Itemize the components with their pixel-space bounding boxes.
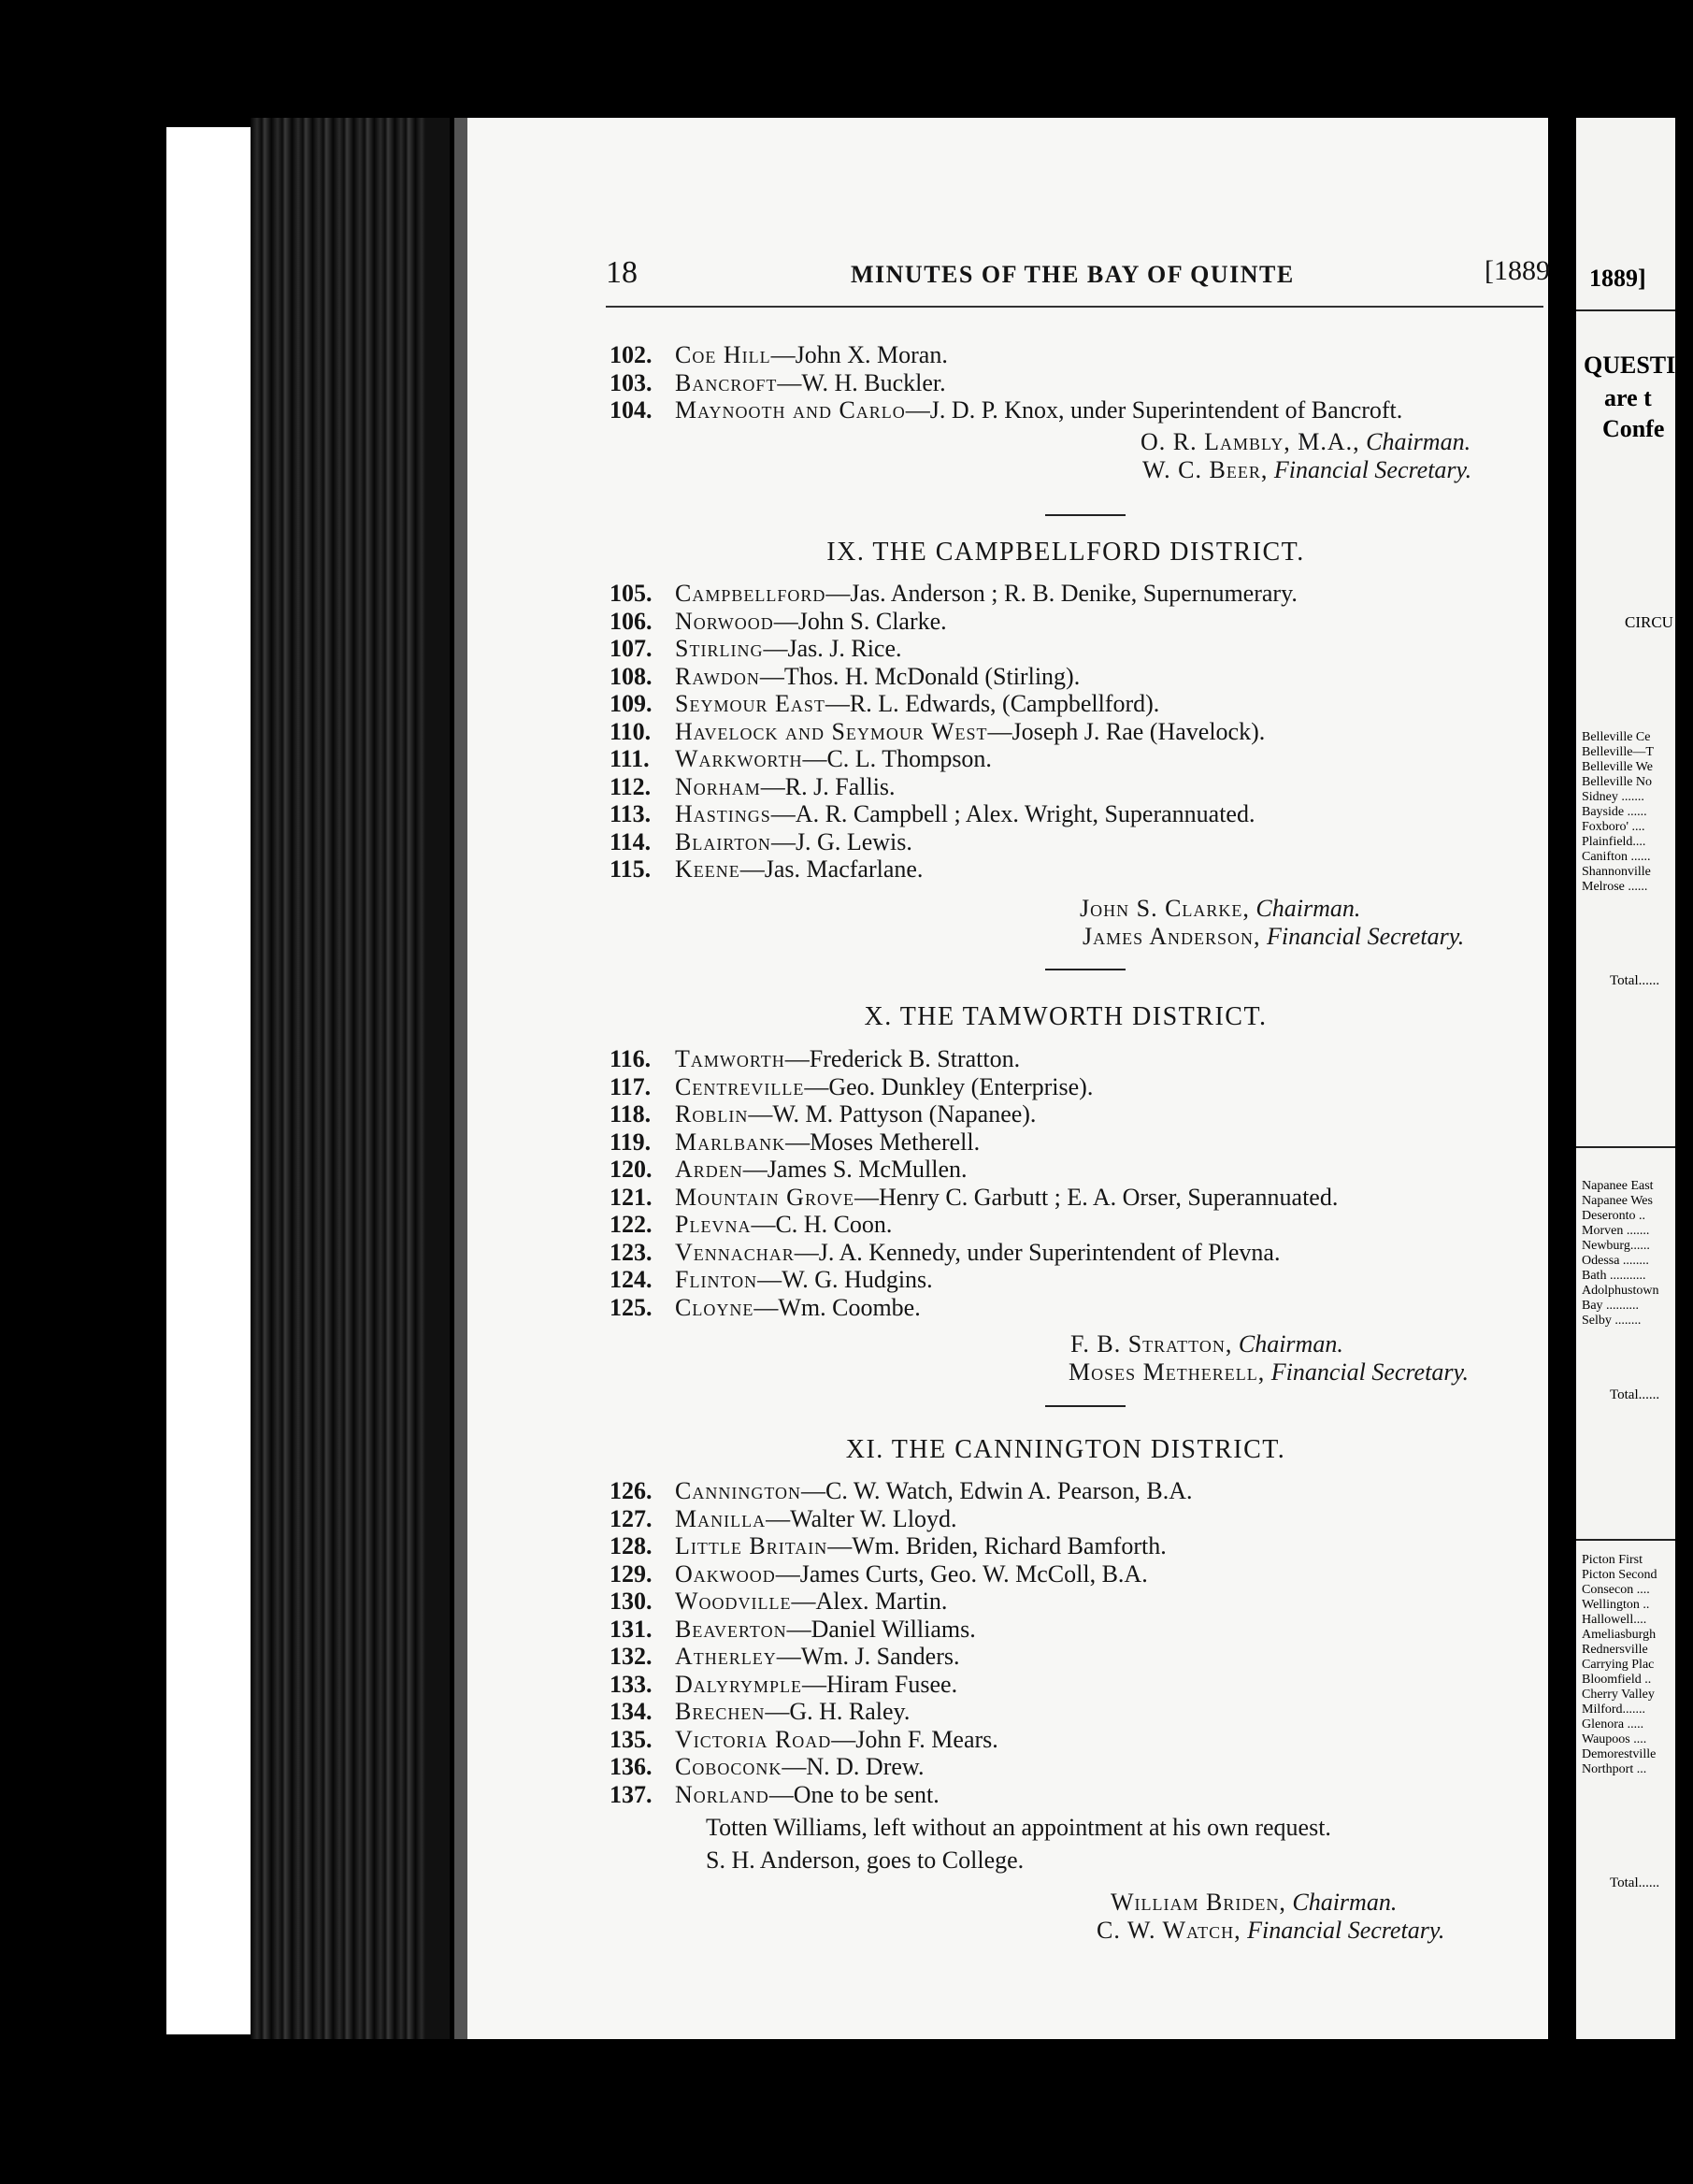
list-item: 131. Beaverton—Daniel Williams.	[610, 1615, 976, 1643]
list-item: 107. Stirling—Jas. J. Rice.	[610, 635, 902, 662]
secretary-line: C. W. Watch, Financial Secretary.	[1097, 1917, 1445, 1944]
list-item: 129. Oakwood—James Curts, Geo. W. McColl, B.A.	[610, 1559, 1148, 1588]
list-item: 136. Coboconk—N. D. Drew.	[610, 1753, 925, 1780]
note-line: Totten Williams, left without an appointment at his own request.	[706, 1814, 1331, 1841]
section-separator	[1045, 1405, 1126, 1407]
chairman-line: F. B. Stratton, Chairman.	[1070, 1330, 1343, 1358]
list-item: 118. Roblin—W. M. Pattyson (Napanee).	[610, 1100, 1037, 1128]
right-page-rule	[1576, 309, 1675, 311]
right-page-list: Belleville Ce Belleville—T Belleville We Belleville No Sidney ....... Bayside ...... Foxboro' .... Plainfield.... Canifton ...... Shannonville Melrose ......	[1582, 730, 1654, 894]
entries-top	[610, 341, 1554, 424]
list-item: 112. Norham—R. J. Fallis.	[610, 772, 896, 800]
list-item: 125. Cloyne—Wm. Coombe.	[610, 1293, 921, 1321]
list-item: 123. Vennachar—J. A. Kennedy, under Superintendent of Plevna.	[610, 1238, 1281, 1266]
list-item: 110. Havelock and Seymour West—Joseph J. Rae (Havelock).	[610, 717, 1266, 745]
list-item: 119. Marlbank—Moses Metherell.	[610, 1128, 981, 1156]
district-heading: IX. THE CAMPBELLFORD DISTRICT.	[826, 538, 1305, 567]
secretary-line: W. C. Beer, Financial Secretary.	[1142, 456, 1472, 483]
list-item: 126. Cannington—C. W. Watch, Edwin A. Pearson, B.A.	[610, 1477, 1193, 1504]
list-item: 103. Bancroft—W. H. Buckler.	[610, 368, 946, 396]
district-heading: X. THE TAMWORTH DISTRICT.	[864, 1002, 1268, 1031]
entries-tamworth	[610, 1045, 1554, 1321]
note-line: S. H. Anderson, goes to College.	[706, 1846, 1025, 1874]
list-item: 108. Rawdon—Thos. H. McDonald (Stirling).	[610, 662, 1081, 690]
list-item: 124. Flinton—W. G. Hudgins.	[610, 1266, 933, 1293]
right-page-year: 1889]	[1589, 265, 1646, 292]
list-item: 130. Woodville—Alex. Martin.	[610, 1588, 948, 1615]
running-title: MINUTES OF THE BAY OF QUINTE	[851, 261, 1295, 288]
list-item: 113. Hastings—A. R. Campbell ; Alex. Wright, Superannuated.	[610, 800, 1255, 827]
right-page-subheading: CIRCU	[1625, 613, 1673, 631]
chairman-line: William Briden, Chairman.	[1111, 1889, 1398, 1916]
list-item: 121. Mountain Grove—Henry C. Garbutt ; E. A. Orser, Superannuated.	[610, 1183, 1339, 1211]
list-item: 116. Tamworth—Frederick B. Stratton.	[610, 1045, 1021, 1072]
list-item: 109. Seymour East—R. L. Edwards, (Campbellford).	[610, 690, 1160, 717]
header-rule	[606, 306, 1543, 308]
right-page-rule	[1576, 1539, 1675, 1541]
list-item: 133. Dalyrymple—Hiram Fusee.	[610, 1670, 958, 1698]
list-item: 134. Brechen—G. H. Raley.	[610, 1698, 911, 1725]
chairman-line: O. R. Lambly, M.A., Chairman.	[1141, 428, 1471, 455]
list-item: 122. Plevna—C. H. Coon.	[610, 1211, 893, 1238]
right-page-total: Total......	[1610, 1875, 1660, 1890]
list-item: 114. Blairton—J. G. Lewis.	[610, 827, 912, 855]
list-item: 135. Victoria Road—John F. Mears.	[610, 1725, 998, 1753]
list-item: 117. Centreville—Geo. Dunkley (Enterprise).	[610, 1072, 1094, 1100]
list-item: 105. Campbellford—Jas. Anderson ; R. B. Denike, Supernumerary.	[610, 580, 1298, 607]
page-header	[606, 255, 1550, 293]
list-item: 132. Atherley—Wm. J. Sanders.	[610, 1643, 960, 1670]
list-item: 115. Keene—Jas. Macfarlane.	[610, 855, 924, 883]
page-fold-shadow	[454, 118, 467, 2039]
list-item: 106. Norwood—John S. Clarke.	[610, 607, 947, 635]
right-page-list: Picton First Picton Second Consecon .... Wellington .. Hallowell.... Ameliasburgh Rednersville Carrying Plac Bloomfield .. Cherry Valley Milford....... Glenora ..... Waupoos .... Demorestville Northport ...	[1582, 1553, 1657, 1776]
list-item: 120. Arden—James S. McMullen.	[610, 1156, 968, 1183]
secretary-line: James Anderson, Financial Secretary.	[1083, 923, 1465, 950]
page-number: 18	[606, 255, 638, 290]
section-separator	[1045, 969, 1126, 970]
right-page-total: Total......	[1610, 973, 1660, 988]
book-page-stack	[251, 118, 447, 2039]
right-page-heading: Confe	[1602, 415, 1665, 442]
list-item: 111. Warkworth—C. L. Thompson.	[610, 745, 992, 772]
section-separator	[1045, 514, 1126, 516]
spine-shadow	[425, 118, 450, 2039]
right-page-total: Total......	[1610, 1387, 1660, 1402]
list-item: 128. Little Britain—Wm. Briden, Richard Bamforth.	[610, 1532, 1167, 1559]
list-item: 102. Coe Hill—John X. Moran.	[610, 341, 948, 368]
list-item: 104. Maynooth and Carlo—J. D. P. Knox, under Superintendent of Bancroft.	[610, 396, 1403, 424]
entries-cannington	[610, 1477, 1554, 1808]
entries-campbellford	[610, 580, 1554, 884]
district-heading: XI. THE CANNINGTON DISTRICT.	[845, 1435, 1286, 1464]
right-page-heading: are t	[1604, 384, 1652, 411]
right-page-rule	[1576, 1146, 1675, 1148]
header-year: [1889	[1485, 255, 1550, 286]
chairman-line: John S. Clarke, Chairman.	[1080, 895, 1361, 922]
right-page-heading: QUESTIC	[1584, 352, 1693, 379]
right-page-list: Napanee East Napanee Wes Deseronto .. Morven ....... Newburg...... Odessa ........ Bath ........... Adolphustown Bay .......... Selby ........	[1582, 1179, 1659, 1328]
list-item: 127. Manilla—Walter W. Lloyd.	[610, 1504, 957, 1532]
right-page	[1576, 118, 1693, 2039]
secretary-line: Moses Metherell, Financial Secretary.	[1069, 1358, 1470, 1386]
list-item: 137. Norland—One to be sent.	[610, 1780, 940, 1808]
